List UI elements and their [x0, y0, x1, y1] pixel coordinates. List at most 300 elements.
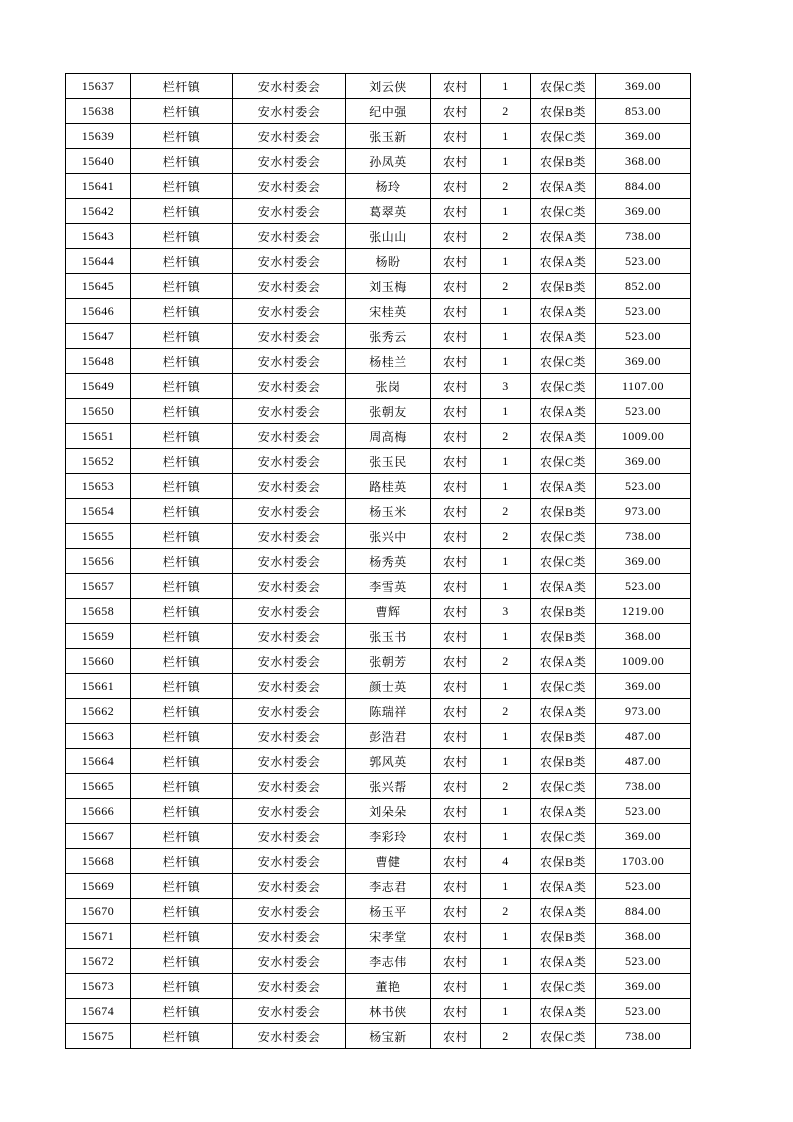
cell-id: 15671 [66, 924, 131, 949]
cell-town: 栏杆镇 [131, 549, 233, 574]
cell-village: 安水村委会 [233, 774, 346, 799]
cell-name: 张朝友 [346, 399, 431, 424]
cell-id: 15664 [66, 749, 131, 774]
cell-village: 安水村委会 [233, 274, 346, 299]
cell-type: 农村 [431, 99, 481, 124]
cell-name: 张秀云 [346, 324, 431, 349]
cell-category: 农保C类 [531, 374, 596, 399]
cell-count: 2 [481, 899, 531, 924]
cell-category: 农保C类 [531, 199, 596, 224]
cell-town: 栏杆镇 [131, 474, 233, 499]
cell-count: 1 [481, 149, 531, 174]
cell-village: 安水村委会 [233, 899, 346, 924]
cell-town: 栏杆镇 [131, 699, 233, 724]
cell-id: 15661 [66, 674, 131, 699]
cell-amount: 973.00 [596, 499, 691, 524]
cell-amount: 1219.00 [596, 599, 691, 624]
cell-village: 安水村委会 [233, 924, 346, 949]
cell-amount: 852.00 [596, 274, 691, 299]
cell-name: 杨玉平 [346, 899, 431, 924]
cell-id: 15665 [66, 774, 131, 799]
cell-village: 安水村委会 [233, 749, 346, 774]
cell-name: 张兴中 [346, 524, 431, 549]
cell-category: 农保A类 [531, 224, 596, 249]
cell-id: 15673 [66, 974, 131, 999]
cell-name: 林书侠 [346, 999, 431, 1024]
cell-town: 栏杆镇 [131, 74, 233, 99]
cell-type: 农村 [431, 599, 481, 624]
cell-village: 安水村委会 [233, 249, 346, 274]
cell-amount: 523.00 [596, 324, 691, 349]
cell-name: 曹辉 [346, 599, 431, 624]
cell-town: 栏杆镇 [131, 124, 233, 149]
cell-amount: 523.00 [596, 999, 691, 1024]
cell-count: 1 [481, 974, 531, 999]
cell-amount: 369.00 [596, 199, 691, 224]
cell-type: 农村 [431, 374, 481, 399]
cell-type: 农村 [431, 224, 481, 249]
cell-village: 安水村委会 [233, 449, 346, 474]
cell-name: 张玉新 [346, 124, 431, 149]
cell-amount: 738.00 [596, 524, 691, 549]
cell-id: 15637 [66, 74, 131, 99]
cell-type: 农村 [431, 1024, 481, 1049]
cell-amount: 973.00 [596, 699, 691, 724]
cell-amount: 523.00 [596, 799, 691, 824]
cell-count: 2 [481, 774, 531, 799]
cell-name: 颜士英 [346, 674, 431, 699]
cell-amount: 369.00 [596, 449, 691, 474]
cell-id: 15666 [66, 799, 131, 824]
table-row [66, 524, 691, 549]
cell-category: 农保A类 [531, 799, 596, 824]
cell-type: 农村 [431, 174, 481, 199]
cell-town: 栏杆镇 [131, 99, 233, 124]
cell-id: 15638 [66, 99, 131, 124]
table-row [66, 549, 691, 574]
cell-id: 15650 [66, 399, 131, 424]
cell-type: 农村 [431, 324, 481, 349]
cell-town: 栏杆镇 [131, 1024, 233, 1049]
cell-category: 农保C类 [531, 824, 596, 849]
cell-category: 农保C类 [531, 449, 596, 474]
cell-count: 1 [481, 674, 531, 699]
cell-type: 农村 [431, 524, 481, 549]
cell-town: 栏杆镇 [131, 874, 233, 899]
table-row [66, 349, 691, 374]
cell-amount: 523.00 [596, 249, 691, 274]
cell-type: 农村 [431, 399, 481, 424]
cell-category: 农保A类 [531, 474, 596, 499]
cell-type: 农村 [431, 724, 481, 749]
table-row [66, 249, 691, 274]
cell-name: 杨盼 [346, 249, 431, 274]
cell-count: 1 [481, 949, 531, 974]
cell-id: 15675 [66, 1024, 131, 1049]
cell-town: 栏杆镇 [131, 849, 233, 874]
cell-count: 2 [481, 1024, 531, 1049]
table-row [66, 899, 691, 924]
cell-id: 15663 [66, 724, 131, 749]
cell-category: 农保A类 [531, 324, 596, 349]
cell-category: 农保B类 [531, 599, 596, 624]
cell-type: 农村 [431, 974, 481, 999]
cell-amount: 369.00 [596, 674, 691, 699]
table-body [66, 74, 691, 1049]
cell-village: 安水村委会 [233, 674, 346, 699]
cell-village: 安水村委会 [233, 399, 346, 424]
cell-id: 15657 [66, 574, 131, 599]
cell-type: 农村 [431, 549, 481, 574]
cell-category: 农保C类 [531, 74, 596, 99]
cell-category: 农保A类 [531, 649, 596, 674]
table-row [66, 74, 691, 99]
cell-town: 栏杆镇 [131, 499, 233, 524]
cell-name: 杨宝新 [346, 1024, 431, 1049]
cell-type: 农村 [431, 124, 481, 149]
cell-name: 孙凤英 [346, 149, 431, 174]
cell-amount: 1009.00 [596, 424, 691, 449]
cell-amount: 853.00 [596, 99, 691, 124]
cell-name: 周高梅 [346, 424, 431, 449]
cell-name: 张山山 [346, 224, 431, 249]
cell-town: 栏杆镇 [131, 449, 233, 474]
cell-amount: 884.00 [596, 899, 691, 924]
cell-amount: 369.00 [596, 74, 691, 99]
table-row [66, 1024, 691, 1049]
table-row [66, 224, 691, 249]
cell-category: 农保A类 [531, 874, 596, 899]
cell-category: 农保C类 [531, 774, 596, 799]
cell-village: 安水村委会 [233, 524, 346, 549]
cell-amount: 487.00 [596, 724, 691, 749]
cell-name: 路桂英 [346, 474, 431, 499]
cell-village: 安水村委会 [233, 974, 346, 999]
cell-category: 农保A类 [531, 999, 596, 1024]
cell-id: 15646 [66, 299, 131, 324]
cell-town: 栏杆镇 [131, 749, 233, 774]
cell-type: 农村 [431, 149, 481, 174]
cell-category: 农保C类 [531, 674, 596, 699]
cell-count: 3 [481, 374, 531, 399]
cell-town: 栏杆镇 [131, 999, 233, 1024]
cell-town: 栏杆镇 [131, 924, 233, 949]
cell-category: 农保B类 [531, 149, 596, 174]
cell-type: 农村 [431, 349, 481, 374]
cell-category: 农保B类 [531, 749, 596, 774]
cell-village: 安水村委会 [233, 474, 346, 499]
cell-category: 农保A类 [531, 574, 596, 599]
cell-name: 张朝芳 [346, 649, 431, 674]
table-row [66, 449, 691, 474]
cell-type: 农村 [431, 849, 481, 874]
cell-count: 2 [481, 699, 531, 724]
table-row [66, 824, 691, 849]
cell-count: 2 [481, 224, 531, 249]
table-row [66, 849, 691, 874]
cell-category: 农保A类 [531, 949, 596, 974]
cell-category: 农保C类 [531, 349, 596, 374]
cell-village: 安水村委会 [233, 174, 346, 199]
cell-town: 栏杆镇 [131, 299, 233, 324]
cell-type: 农村 [431, 499, 481, 524]
cell-name: 杨玲 [346, 174, 431, 199]
cell-id: 15667 [66, 824, 131, 849]
table-row [66, 999, 691, 1024]
cell-name: 葛翠英 [346, 199, 431, 224]
cell-count: 2 [481, 99, 531, 124]
cell-count: 1 [481, 299, 531, 324]
cell-town: 栏杆镇 [131, 899, 233, 924]
cell-name: 杨秀英 [346, 549, 431, 574]
cell-id: 15656 [66, 549, 131, 574]
cell-name: 李彩玲 [346, 824, 431, 849]
cell-name: 彭浩君 [346, 724, 431, 749]
cell-type: 农村 [431, 574, 481, 599]
cell-type: 农村 [431, 749, 481, 774]
cell-amount: 368.00 [596, 624, 691, 649]
cell-amount: 738.00 [596, 224, 691, 249]
cell-village: 安水村委会 [233, 849, 346, 874]
cell-category: 农保A类 [531, 899, 596, 924]
cell-town: 栏杆镇 [131, 199, 233, 224]
cell-village: 安水村委会 [233, 724, 346, 749]
table-row [66, 874, 691, 899]
cell-name: 张玉书 [346, 624, 431, 649]
cell-count: 2 [481, 174, 531, 199]
cell-count: 1 [481, 874, 531, 899]
cell-count: 1 [481, 724, 531, 749]
cell-amount: 523.00 [596, 474, 691, 499]
table-row [66, 124, 691, 149]
cell-id: 15668 [66, 849, 131, 874]
cell-town: 栏杆镇 [131, 974, 233, 999]
cell-category: 农保B类 [531, 624, 596, 649]
cell-village: 安水村委会 [233, 599, 346, 624]
cell-town: 栏杆镇 [131, 274, 233, 299]
cell-category: 农保A类 [531, 399, 596, 424]
cell-town: 栏杆镇 [131, 799, 233, 824]
table-row [66, 149, 691, 174]
cell-count: 1 [481, 449, 531, 474]
cell-town: 栏杆镇 [131, 249, 233, 274]
cell-id: 15654 [66, 499, 131, 524]
cell-category: 农保A类 [531, 424, 596, 449]
cell-village: 安水村委会 [233, 74, 346, 99]
cell-amount: 738.00 [596, 1024, 691, 1049]
table-row [66, 424, 691, 449]
cell-village: 安水村委会 [233, 199, 346, 224]
cell-amount: 738.00 [596, 774, 691, 799]
cell-id: 15672 [66, 949, 131, 974]
cell-type: 农村 [431, 874, 481, 899]
cell-count: 1 [481, 574, 531, 599]
cell-id: 15655 [66, 524, 131, 549]
cell-name: 刘玉梅 [346, 274, 431, 299]
cell-category: 农保B类 [531, 924, 596, 949]
cell-type: 农村 [431, 924, 481, 949]
cell-town: 栏杆镇 [131, 224, 233, 249]
table-row [66, 924, 691, 949]
table-row [66, 199, 691, 224]
cell-type: 农村 [431, 949, 481, 974]
cell-name: 纪中强 [346, 99, 431, 124]
cell-type: 农村 [431, 624, 481, 649]
cell-id: 15670 [66, 899, 131, 924]
table-row [66, 374, 691, 399]
cell-id: 15651 [66, 424, 131, 449]
cell-village: 安水村委会 [233, 624, 346, 649]
cell-id: 15662 [66, 699, 131, 724]
table-row [66, 624, 691, 649]
cell-village: 安水村委会 [233, 149, 346, 174]
cell-id: 15643 [66, 224, 131, 249]
cell-town: 栏杆镇 [131, 724, 233, 749]
cell-category: 农保B类 [531, 849, 596, 874]
cell-category: 农保B类 [531, 274, 596, 299]
cell-id: 15660 [66, 649, 131, 674]
cell-count: 1 [481, 74, 531, 99]
cell-amount: 523.00 [596, 574, 691, 599]
cell-count: 1 [481, 349, 531, 374]
cell-amount: 523.00 [596, 299, 691, 324]
cell-id: 15648 [66, 349, 131, 374]
cell-village: 安水村委会 [233, 324, 346, 349]
cell-amount: 884.00 [596, 174, 691, 199]
cell-village: 安水村委会 [233, 374, 346, 399]
cell-category: 农保B类 [531, 499, 596, 524]
cell-type: 农村 [431, 449, 481, 474]
cell-name: 郭风英 [346, 749, 431, 774]
cell-name: 宋孝堂 [346, 924, 431, 949]
cell-count: 1 [481, 824, 531, 849]
cell-name: 杨桂兰 [346, 349, 431, 374]
cell-category: 农保A类 [531, 249, 596, 274]
cell-count: 3 [481, 599, 531, 624]
cell-count: 1 [481, 749, 531, 774]
cell-name: 董艳 [346, 974, 431, 999]
cell-type: 农村 [431, 274, 481, 299]
records-table [65, 73, 691, 1049]
table-row [66, 474, 691, 499]
cell-town: 栏杆镇 [131, 624, 233, 649]
cell-town: 栏杆镇 [131, 824, 233, 849]
cell-name: 李志君 [346, 874, 431, 899]
cell-count: 1 [481, 999, 531, 1024]
table-row [66, 574, 691, 599]
cell-type: 农村 [431, 774, 481, 799]
table-row [66, 774, 691, 799]
table-row [66, 299, 691, 324]
cell-name: 李雪英 [346, 574, 431, 599]
cell-count: 1 [481, 474, 531, 499]
cell-count: 1 [481, 624, 531, 649]
cell-town: 栏杆镇 [131, 349, 233, 374]
cell-amount: 1009.00 [596, 649, 691, 674]
cell-type: 农村 [431, 249, 481, 274]
cell-count: 1 [481, 924, 531, 949]
cell-category: 农保A类 [531, 174, 596, 199]
cell-village: 安水村委会 [233, 574, 346, 599]
cell-town: 栏杆镇 [131, 149, 233, 174]
cell-amount: 369.00 [596, 549, 691, 574]
cell-village: 安水村委会 [233, 824, 346, 849]
cell-type: 农村 [431, 649, 481, 674]
cell-name: 张玉民 [346, 449, 431, 474]
cell-count: 2 [481, 524, 531, 549]
cell-amount: 523.00 [596, 874, 691, 899]
cell-village: 安水村委会 [233, 124, 346, 149]
cell-amount: 369.00 [596, 349, 691, 374]
cell-village: 安水村委会 [233, 499, 346, 524]
cell-village: 安水村委会 [233, 99, 346, 124]
cell-town: 栏杆镇 [131, 524, 233, 549]
cell-category: 农保C类 [531, 974, 596, 999]
cell-id: 15649 [66, 374, 131, 399]
cell-amount: 487.00 [596, 749, 691, 774]
table-row [66, 674, 691, 699]
cell-amount: 1107.00 [596, 374, 691, 399]
cell-village: 安水村委会 [233, 299, 346, 324]
cell-category: 农保A类 [531, 299, 596, 324]
cell-village: 安水村委会 [233, 549, 346, 574]
cell-category: 农保B类 [531, 99, 596, 124]
cell-amount: 369.00 [596, 824, 691, 849]
cell-id: 15644 [66, 249, 131, 274]
cell-count: 2 [481, 499, 531, 524]
cell-town: 栏杆镇 [131, 674, 233, 699]
cell-count: 1 [481, 799, 531, 824]
cell-id: 15645 [66, 274, 131, 299]
cell-name: 张兴帮 [346, 774, 431, 799]
cell-id: 15674 [66, 999, 131, 1024]
cell-category: 农保C类 [531, 524, 596, 549]
cell-town: 栏杆镇 [131, 399, 233, 424]
cell-count: 1 [481, 324, 531, 349]
cell-name: 曹健 [346, 849, 431, 874]
cell-count: 1 [481, 199, 531, 224]
table-row [66, 399, 691, 424]
cell-count: 2 [481, 424, 531, 449]
cell-village: 安水村委会 [233, 424, 346, 449]
cell-amount: 1703.00 [596, 849, 691, 874]
table-row [66, 799, 691, 824]
cell-village: 安水村委会 [233, 999, 346, 1024]
table-row [66, 649, 691, 674]
cell-town: 栏杆镇 [131, 649, 233, 674]
cell-category: 农保B类 [531, 724, 596, 749]
cell-amount: 369.00 [596, 124, 691, 149]
cell-count: 1 [481, 124, 531, 149]
cell-name: 宋桂英 [346, 299, 431, 324]
cell-town: 栏杆镇 [131, 949, 233, 974]
cell-type: 农村 [431, 299, 481, 324]
cell-village: 安水村委会 [233, 1024, 346, 1049]
cell-type: 农村 [431, 899, 481, 924]
cell-id: 15639 [66, 124, 131, 149]
cell-name: 陈瑞祥 [346, 699, 431, 724]
table-row [66, 974, 691, 999]
cell-amount: 368.00 [596, 149, 691, 174]
cell-village: 安水村委会 [233, 949, 346, 974]
cell-amount: 369.00 [596, 974, 691, 999]
cell-id: 15658 [66, 599, 131, 624]
cell-category: 农保C类 [531, 124, 596, 149]
cell-town: 栏杆镇 [131, 424, 233, 449]
table-row [66, 99, 691, 124]
cell-id: 15659 [66, 624, 131, 649]
cell-category: 农保C类 [531, 1024, 596, 1049]
